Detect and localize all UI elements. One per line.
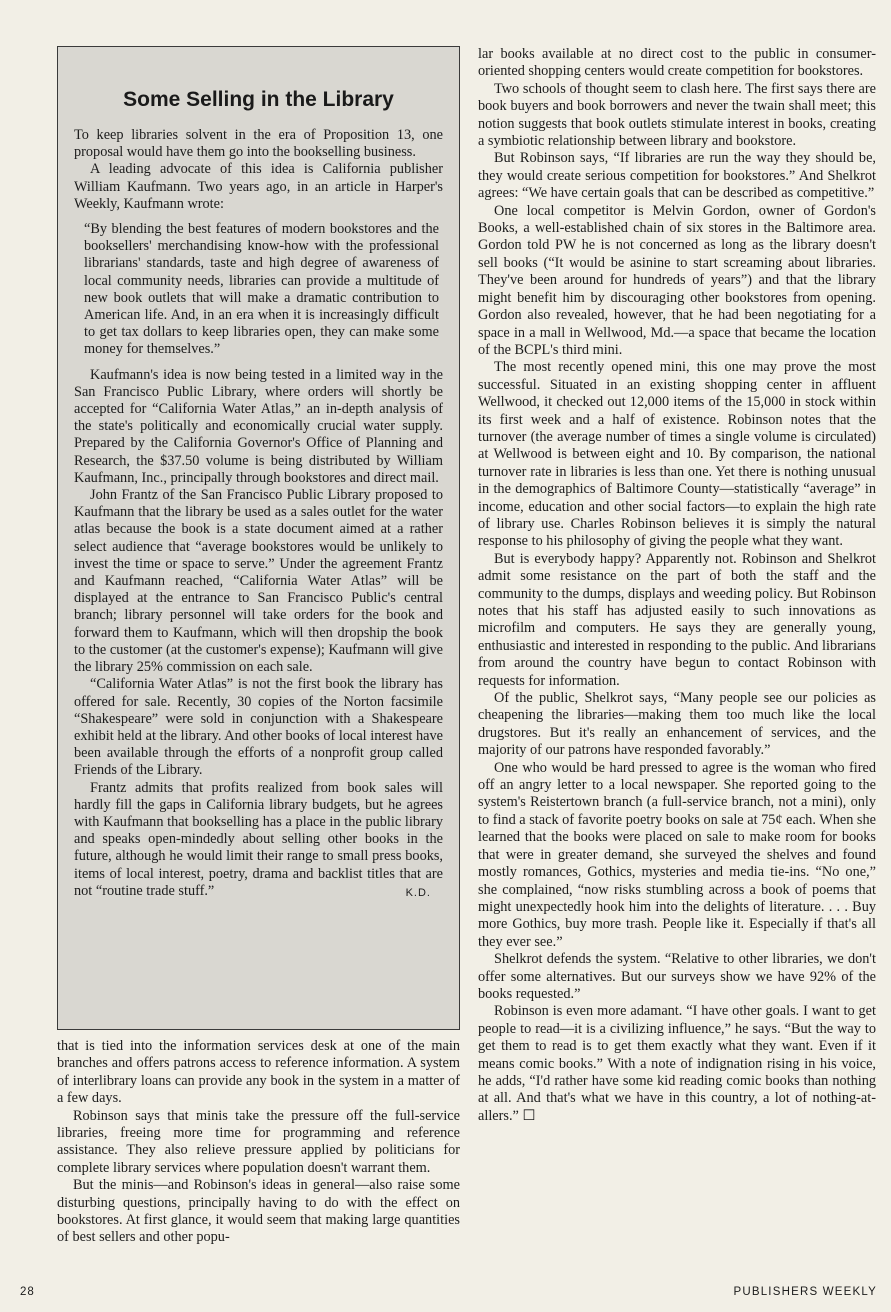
body-paragraph: Of the public, Shelkrot says, “Many people see our policies as cheapening the libraries—making them too much like the local drugstores. But it's really an enhancement of services, and the majority of our patrons have responded favorably.” bbox=[478, 690, 876, 759]
sidebar-paragraph bbox=[74, 780, 443, 900]
body-paragraph: Robinson is even more adamant. “I have other goals. I want to get people to read—it is a civilizing influence,” he says. “But the way to get them to read is to get them exactly what they want. Even if it means comic books.” With a note of indignation rising in his voice, he adds, “I'd rather have some kid reading comic books than nothing at all. And that's what we have in this country, a lot of nothing-at-allers.” ☐ bbox=[478, 1003, 876, 1124]
page-number: 28 bbox=[20, 1286, 35, 1298]
sidebar-quote bbox=[84, 221, 439, 359]
body-paragraph: The most recently opened mini, this one may prove the most successful. Situated in an existing shopping center in affluent Wellwood, it checked out 12,000 items of the 15,000 in stock within its first week and a half of existence. Robinson notes that the turnover (the average number of times a single volume is circulated) at Wellwood is between eight and 10. By comparison, the national turnover rate in libraries is less than one. Yet there is nothing unusual in the demographics of Baltimore County—statistically “average” in income, education and other social factors—to explain the high rate of library use. Charles Robinson believes it is simply the natural response to his philosophy of giving the people what they want. bbox=[478, 359, 876, 550]
right-column bbox=[478, 46, 876, 1125]
sidebar-paragraph: “California Water Atlas” is not the first book the library has offered for sale. Recently, 30 copies of the Norton facsimile “Shakespeare” were sold in conjunction with a Shakespeare exhibit held at the library. And other books of local interest have been available through the efforts of a nonprofit group called Friends of the Library. bbox=[74, 676, 443, 779]
publication-name: PUBLISHERS WEEKLY bbox=[733, 1286, 877, 1298]
body-paragraph: Two schools of thought seem to clash here. The first says there are book buyers and book borrowers and never the twain shall meet; this notion suggests that book outlets stimulate interest in books, creating a symbiotic relationship between library and bookstore. bbox=[478, 80, 876, 150]
body-paragraph: But Robinson says, “If libraries are run the way they should be, they would create serious competition for bookstores.” And Shelkrot agrees: “We have certain goals that can be described as competitive.” bbox=[478, 150, 876, 202]
sidebar-paragraph: A leading advocate of this idea is California publisher William Kaufmann. Two years ago, in an article in Harper's Weekly, Kaufmann wrote: bbox=[74, 161, 443, 212]
quote-text: “By blending the best features of modern bookstores and the booksellers' merchandising know-how with the professional librarians' standards, taste and high degree of awareness of local community needs, libraries can provide a multitude of new book outlets that will make a dramatic contribution to American life. And, in an era when it is increasingly difficult to get tax dollars to keep libraries open, they can make some money for themselves.” bbox=[84, 221, 439, 358]
body-paragraph: One local competitor is Melvin Gordon, owner of Gordon's Books, a well-established chain of six stores in the Baltimore area. Gordon told PW he is not concerned as long as the library doesn't sell books (“It would be asinine to start screaming about libraries. They've been around for hundreds of years”) and that the library might benefit him by discouraging other bookstores from opening. Gordon also revealed, however, that he had been negotiating for a space in a mall in Wellwood, Md.—a space that became the location of the BCPL's third mini. bbox=[478, 202, 876, 358]
sidebar-title: Some Selling in the Library bbox=[123, 88, 394, 111]
body-paragraph: But is everybody happy? Apparently not. Robinson and Shelkrot admit some resistance on the part of both the staff and the community to the dumps, displays and weeding policy. But Robinson notes that his staff has adjusted easily to such innovations as microfilm and computers. He says they are generally young, enthusiastic and interested in responding to the public. And librarians from around the country have begun to contact Robinson with requests for information. bbox=[478, 550, 876, 689]
body-paragraph: Robinson says that minis take the pressure off the full-service libraries, freeing more time for programming and reference assistance. They also relieve pressure applied by politicians for complete library services where population doesn't warrant them. bbox=[57, 1107, 460, 1176]
sidebar-last-paragraph-text: Frantz admits that profits realized from book sales will hardly fill the gaps in California library budgets, but he agrees with Kaufmann that bookselling has a place in the public library and speaks open-mindedly about selling other books in the future, although he would limit their range to small press books, items of local interest, poetry, drama and backlist titles that are not “routine trade stuff.” bbox=[74, 779, 443, 899]
body-paragraph: lar books available at no direct cost to the public in consumer-oriented shopping centers would create competition for bookstores. bbox=[478, 46, 876, 80]
body-paragraph: that is tied into the information services desk at one of the main branches and offers patrons access to reference information. A system of interlibrary loans can provide any book in the system in a matter of a few days. bbox=[57, 1038, 460, 1107]
author-initials: K.D. bbox=[405, 886, 431, 899]
sidebar-paragraph: To keep libraries solvent in the era of Proposition 13, one proposal would have them go into the bookselling business. bbox=[74, 127, 443, 161]
body-paragraph: But the minis—and Robinson's ideas in general—also raise some disturbing questions, principally having to do with the effect on bookstores. At first glance, it would seem that making large quantities of best sellers and other popu- bbox=[57, 1177, 460, 1246]
sidebar-paragraph: John Frantz of the San Francisco Public Library proposed to Kaufmann that the library be used as a sales outlet for the water atlas because the book is a state document aimed at a rather select audience that “average bookstores would be unlikely to invest the time or space to serve.” Under the agreement Frantz and Kaufmann reached, “California Water Atlas” will be displayed at the entrance to San Francisco Public's central branch; library personnel will take orders for the book and forward them to Kaufmann, which will then dropship the book to the customer (at the customer's expense); Kaufmann will give the library 25% commission on each sale. bbox=[74, 487, 443, 676]
body-paragraph: Shelkrot defends the system. “Relative to other libraries, we don't offer some alternatives. But our surveys show we have 92% of the books requested.” bbox=[478, 951, 876, 1002]
body-paragraph: One who would be hard pressed to agree is the woman who fired off an angry letter to a local newspaper. She reported going to the system's Reistertown branch (a full-service branch, not a mini), only to find a stack of favorite poetry books on sale at 75¢ each. When she learned that the books were placed on sale to make room for books that were in greater demand, she surveyed the shelves and found mostly romances, Gothics, mysteries and media tie-ins. “No one,” she complained, “now risks stumbling across a book of poems that might unexpectedly hook him into the delights of literature. . . . Buy more Gothics, buy more trash. People like it. Especially if that's all they ever see.” bbox=[478, 759, 876, 950]
sidebar-box bbox=[57, 46, 460, 1030]
sidebar-paragraph: Kaufmann's idea is now being tested in a limited way in the San Francisco Public Library, where orders will shortly be accepted for “California Water Atlas,” an in-depth analysis of the state's politically and economically crucial water supply. Prepared by the California Governor's Office of Planning and Research, the $37.50 volume is being distributed by William Kaufmann, Inc., principally through bookstores and direct mail. bbox=[74, 366, 443, 486]
left-column-body bbox=[57, 1038, 460, 1247]
left-column bbox=[57, 46, 460, 1247]
